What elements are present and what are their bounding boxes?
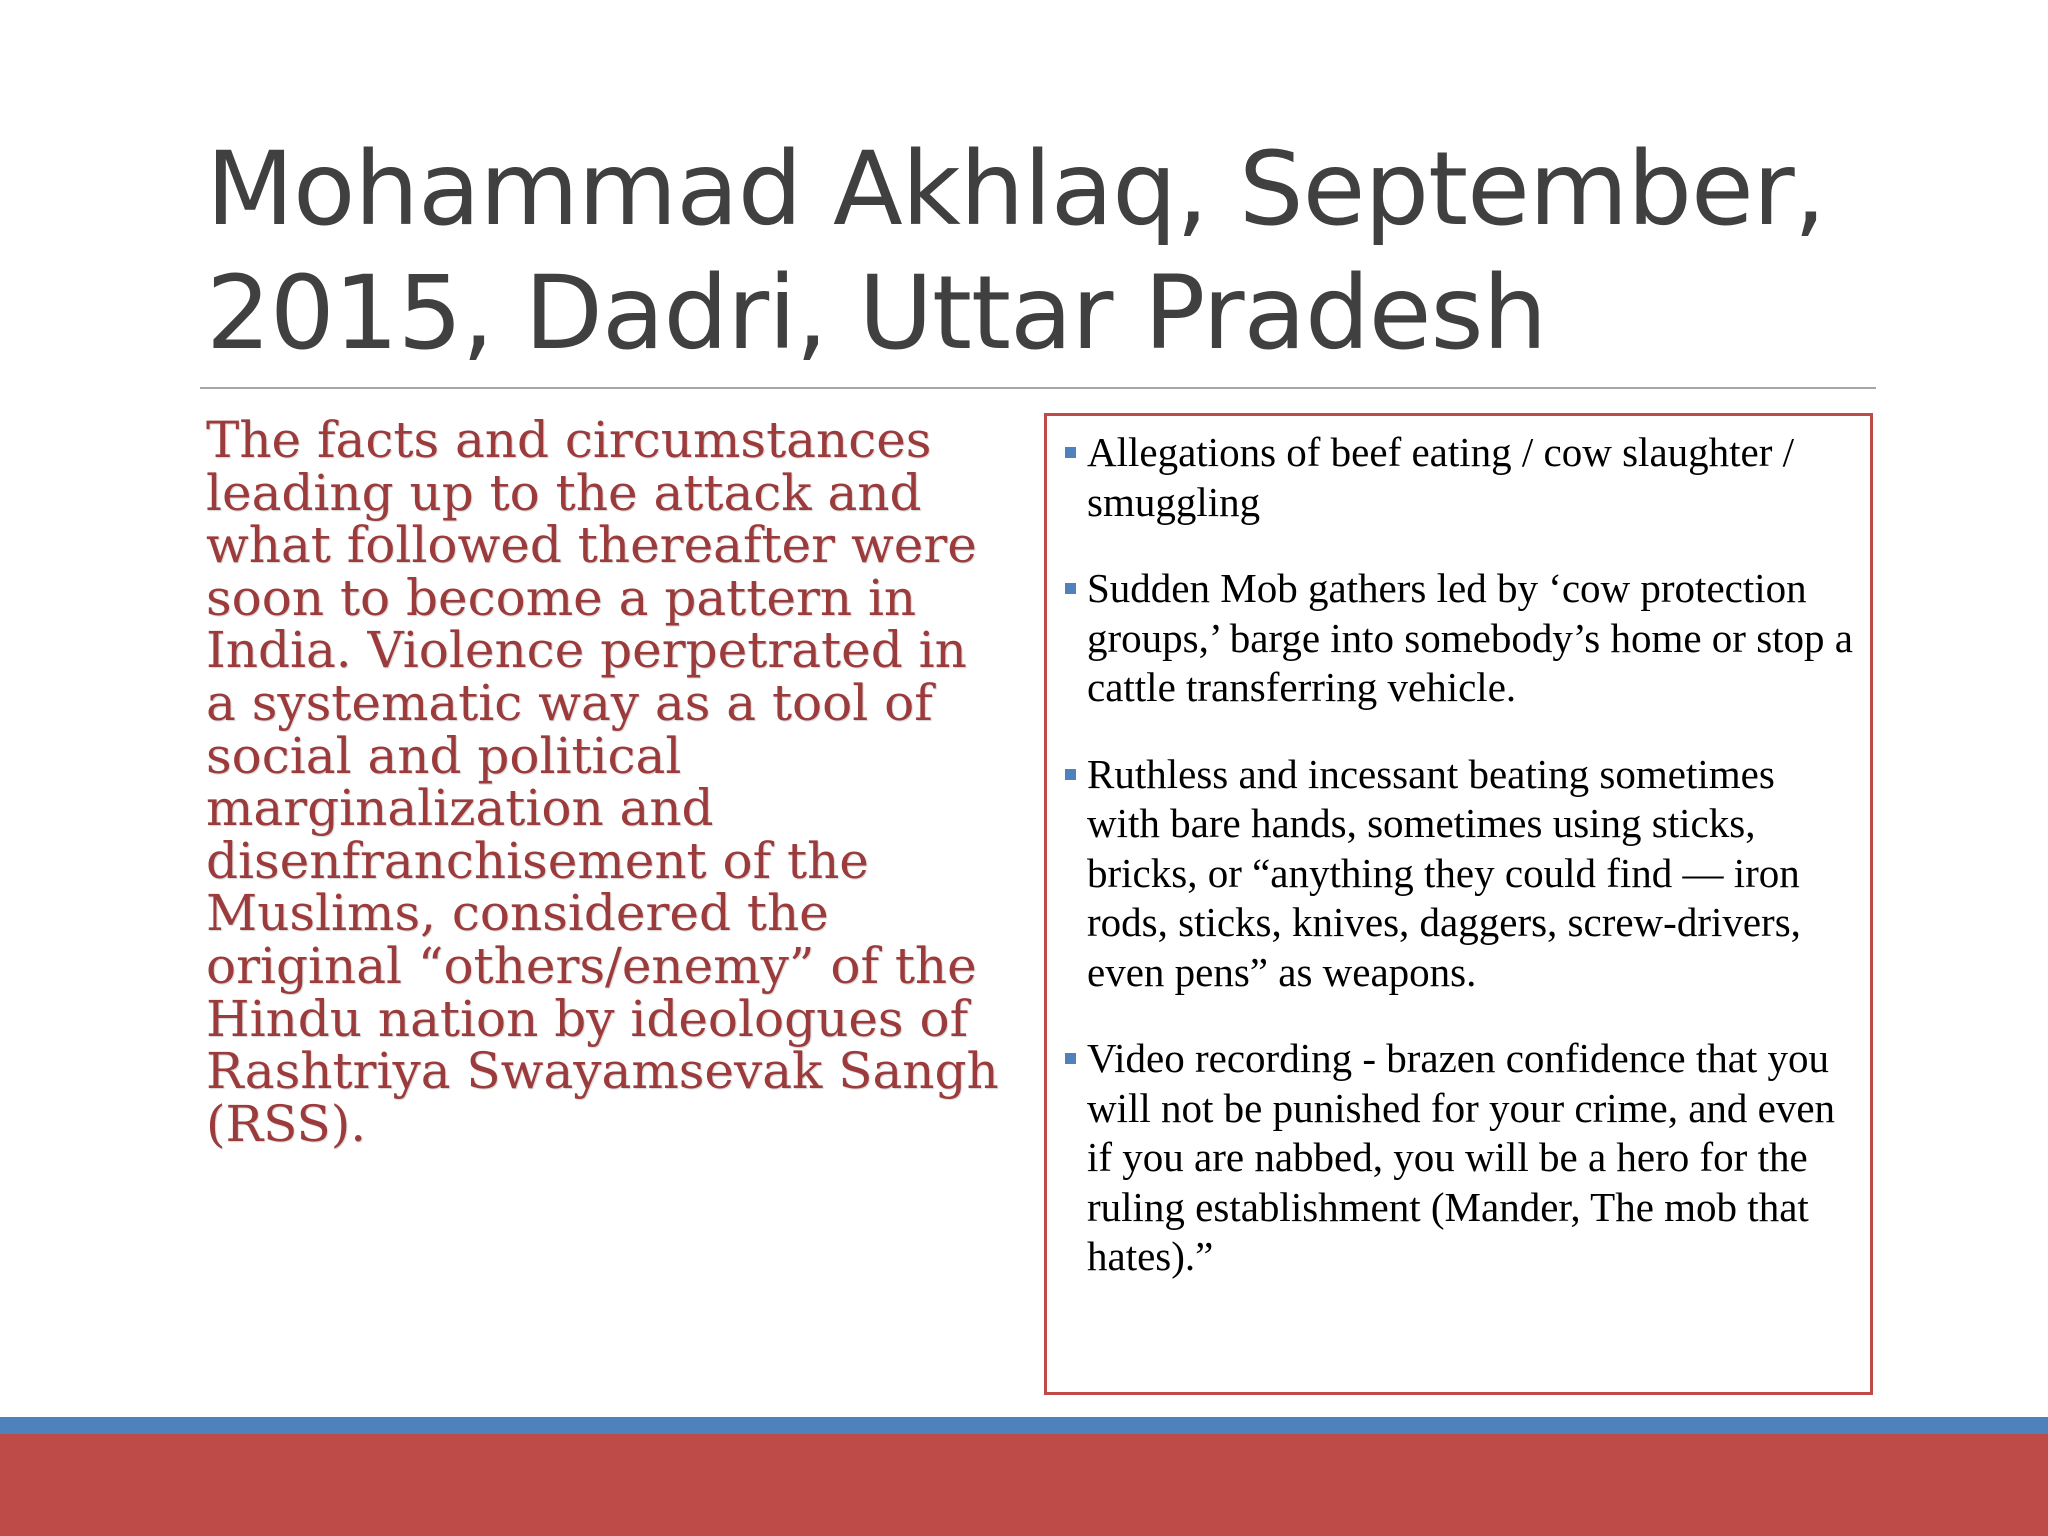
square-bullet-icon — [1065, 447, 1076, 458]
bullet-text: Sudden Mob gathers led by ‘cow protection groups,’ barge into somebody’s home or stop a cattle transferring vehicle. — [1087, 565, 1853, 710]
left-paragraph: The facts and circumstances leading up to the attack and what followed thereafter were soon to become a pattern in India. Violence perpetrated in a systematic way as a tool of social and political marginalization and disenfranchisement of the Muslims, considered the original “others/enemy” of the Hindu nation by ideologues of Rashtriya Swayamsevak Sangh (RSS). — [206, 411, 999, 1153]
bullet-item — [1065, 428, 1854, 527]
bullet-box — [1044, 413, 1873, 1395]
square-bullet-icon — [1065, 769, 1076, 780]
bullet-text: Ruthless and incessant beating sometimes with bare hands, sometimes using sticks, bricks, or “anything they could find — iron rods, sticks, knives, daggers, screw-drivers, even pens” as weapons. — [1087, 750, 1801, 995]
slide-title: Mohammad Akhlaq, September, 2015, Dadri, Uttar Pradesh — [206, 130, 1826, 373]
footer-blue-band — [0, 1417, 2048, 1434]
bullet-item — [1065, 564, 1854, 713]
bullet-item — [1065, 750, 1854, 998]
bullet-text: Video recording - brazen confidence that you will not be punished for your crime, and even if you are nabbed, you will be a hero for the ruling establishment (Mander, The mob that hates).” — [1087, 1035, 1836, 1279]
title-divider — [200, 387, 1876, 389]
bullet-item — [1065, 1034, 1854, 1282]
square-bullet-icon — [1065, 1053, 1076, 1064]
square-bullet-icon — [1065, 583, 1076, 594]
footer-red-band — [0, 1434, 2048, 1536]
bullet-text: Allegations of beef eating / cow slaughter / smuggling — [1087, 429, 1795, 525]
